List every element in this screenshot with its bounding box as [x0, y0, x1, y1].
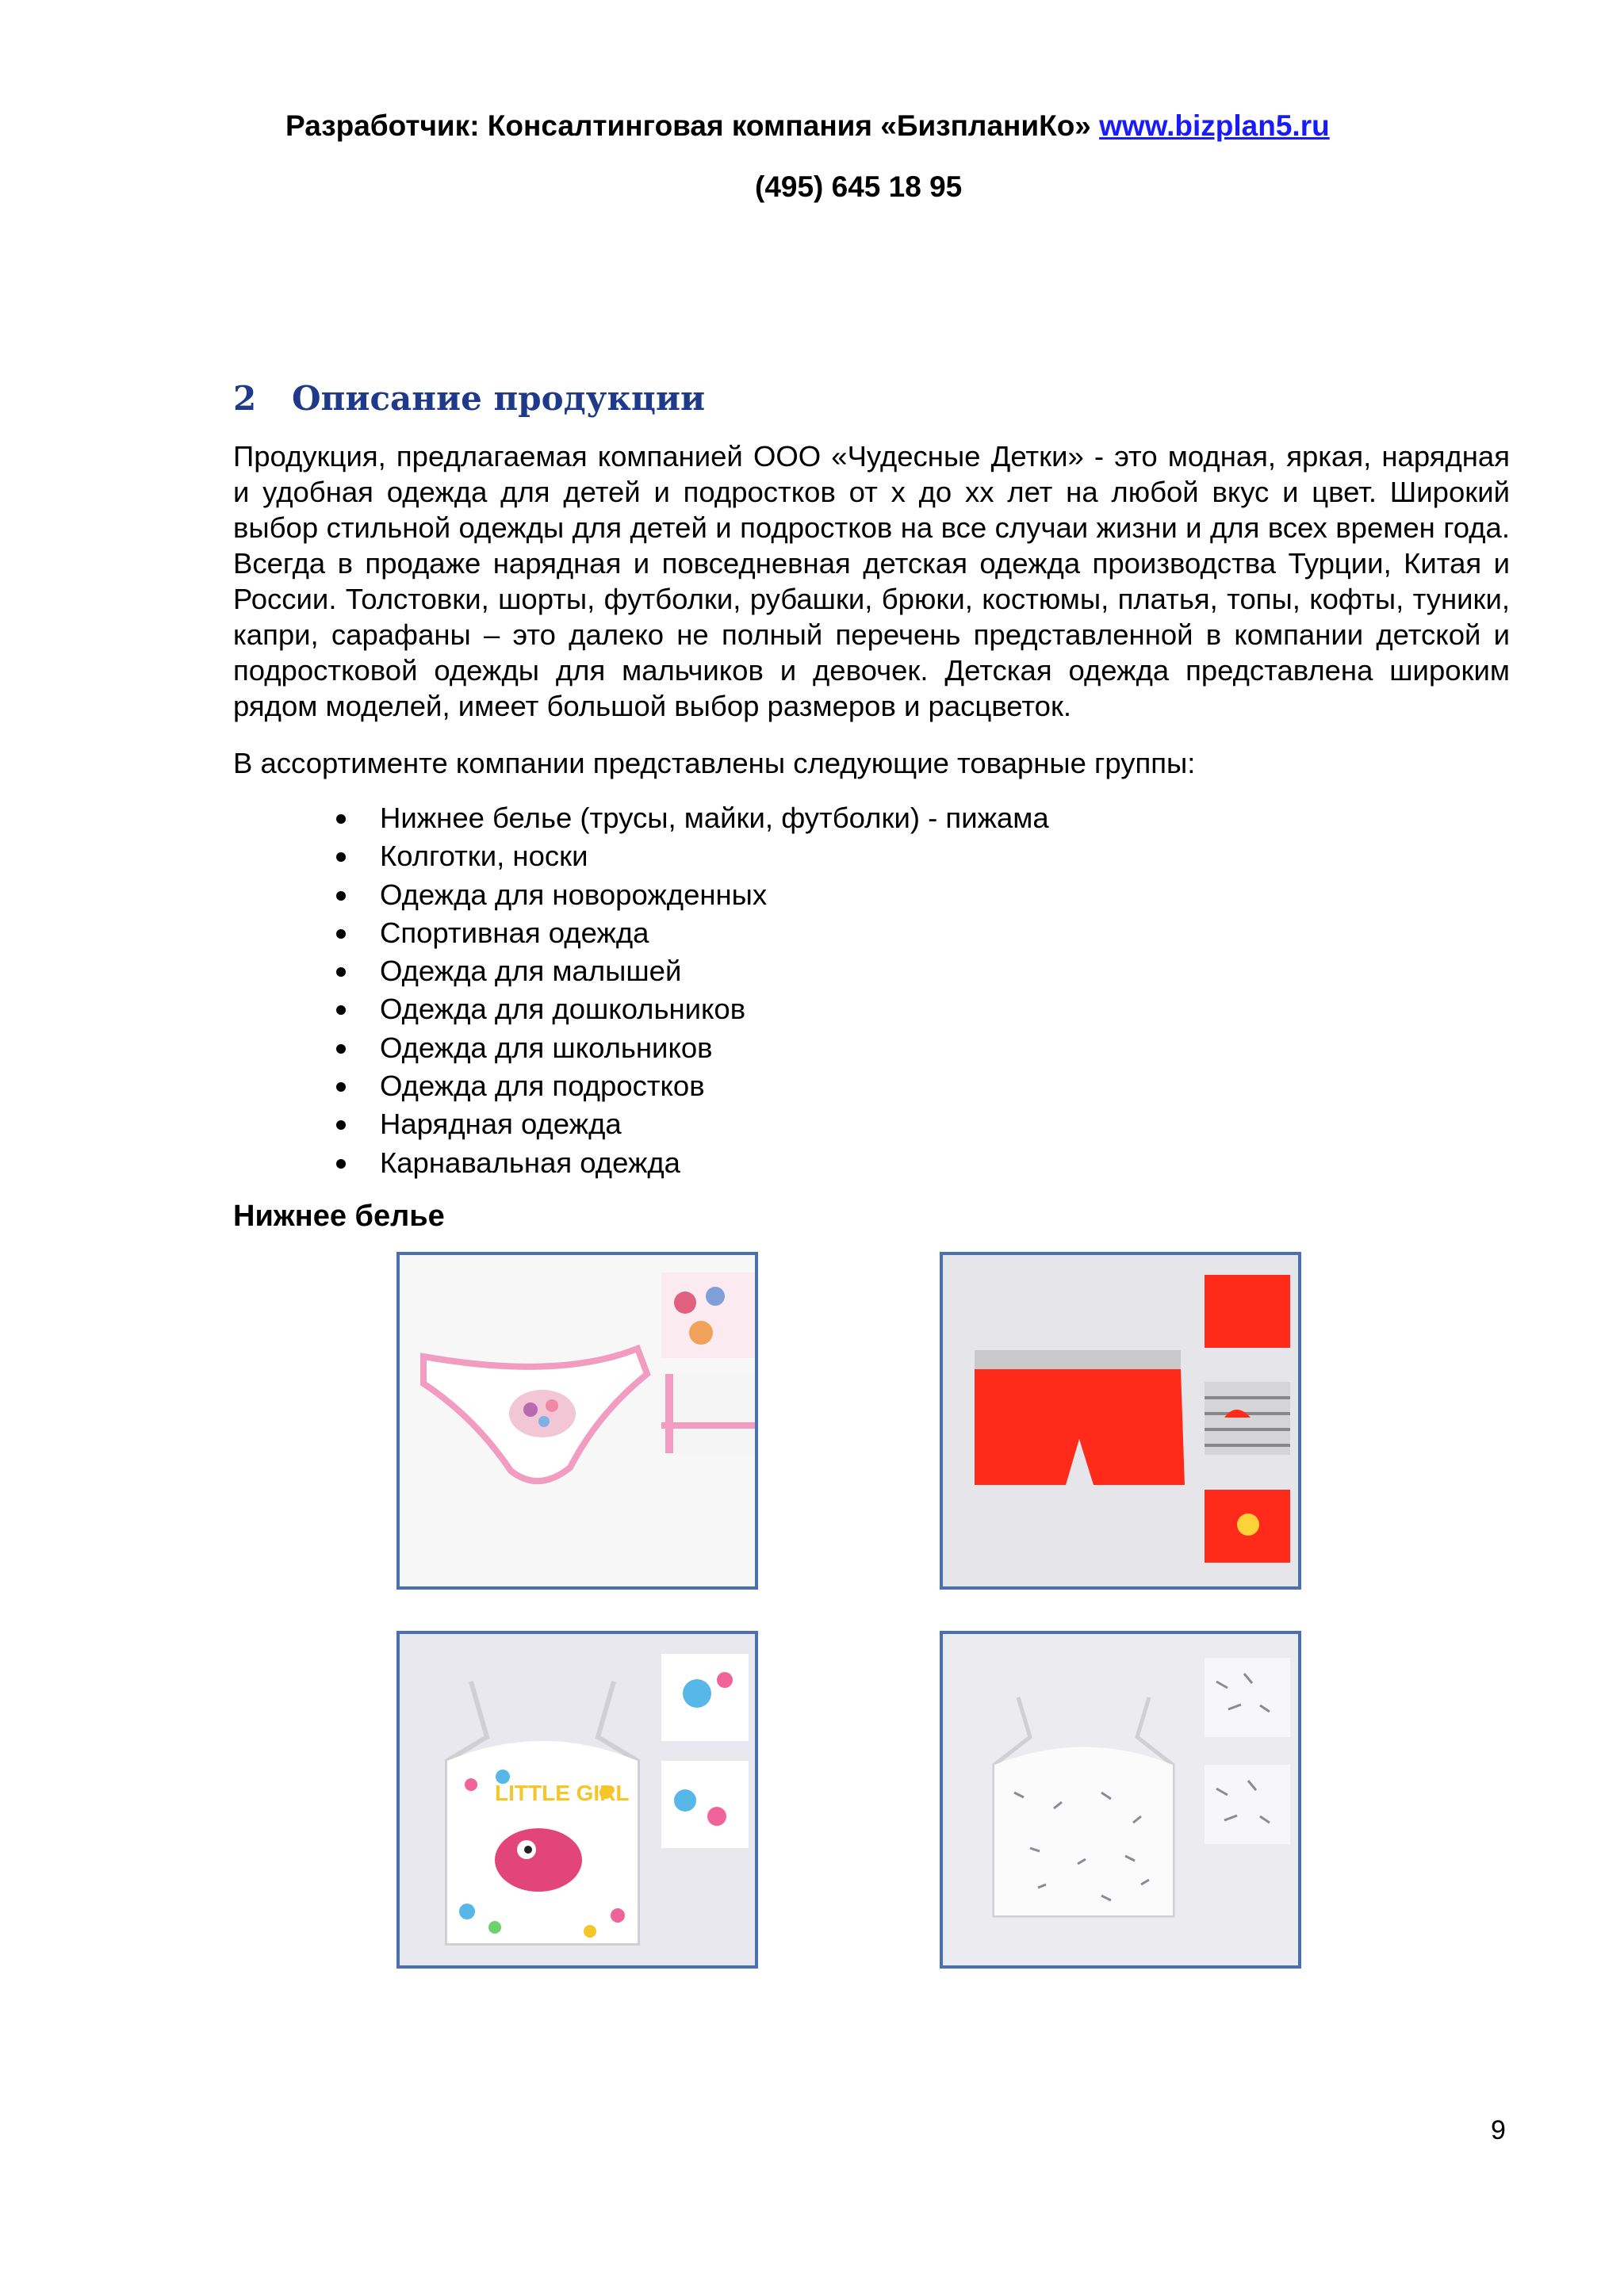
developer-text: Разработчик: Консалтинговая компания «БизпланиКо»: [285, 109, 1091, 142]
list-item: Одежда для новорожденных: [233, 876, 1049, 914]
bullet-icon: [336, 1044, 346, 1054]
list-item: Одежда для дошкольников: [233, 990, 1049, 1028]
header-phone: (495) 645 18 95: [755, 170, 963, 203]
intro-paragraph: Продукция, предлагаемая компанией ООО «Чудесные Детки» - это модная, яркая, нарядная и удобная одежда для детей и подростков от х до хх лет на любой вкус и цвет. Широкий выбор стильной одежды для детей и подростков на все случаи жизни и для всех времен года. Всегда в продаже нарядная и повседневная детская одежда производства Турции, Китая и России. Толстовки, шорты, футболки, рубашки, брюки, костюмы, платья, топы, кофты, туники, капри, сарафаны – это далеко не полный перечень представленной в компании детской и подростковой одежды для мальчиков и девочек. Детская одежда представлена широким рядом моделей, имеет большой выбор размеров и расцветок.: [233, 440, 1510, 722]
bullet-icon: [336, 1120, 346, 1130]
list-item: Нижнее белье (трусы, майки, футболки) - пижама: [233, 799, 1049, 837]
section-title: Описание продукции: [292, 379, 706, 418]
assortment-intro: В ассортименте компании представлены следующие товарные группы:: [233, 747, 1196, 779]
bullet-icon: [336, 1005, 346, 1015]
list-item: Карнавальная одежда: [233, 1144, 1049, 1182]
bullet-icon: [336, 852, 346, 862]
list-item: Одежда для малышей: [233, 952, 1049, 990]
bullet-icon: [336, 929, 346, 939]
photo-red-boxers: [940, 1252, 1301, 1590]
list-item: Одежда для подростков: [233, 1067, 1049, 1105]
list-item: Нарядная одежда: [233, 1105, 1049, 1143]
bullet-icon: [336, 1082, 346, 1092]
product-groups-list: [233, 799, 1049, 1182]
list-item: Спортивная одежда: [233, 914, 1049, 952]
list-item: Одежда для школьников: [233, 1029, 1049, 1067]
header-developer-line: [285, 111, 1330, 140]
bullet-icon: [336, 1159, 346, 1169]
photo-girls-briefs: [396, 1252, 758, 1590]
website-link[interactable]: www.bizplan5.ru: [1099, 109, 1330, 142]
underwear-subheading: Нижнее белье: [233, 1200, 445, 1233]
photo-white-tank-top: [940, 1631, 1301, 1969]
bullet-icon: [336, 814, 346, 824]
bullet-icon: [336, 967, 346, 977]
section-number: 2: [233, 379, 257, 418]
photo-girls-tank-top: [396, 1631, 758, 1969]
page-number: 9: [1491, 2115, 1506, 2145]
list-item: Колготки, носки: [233, 837, 1049, 875]
bullet-icon: [336, 891, 346, 901]
section-heading: [233, 379, 705, 418]
tank-top-print-text: LITTLE GIRL: [495, 1781, 630, 1805]
